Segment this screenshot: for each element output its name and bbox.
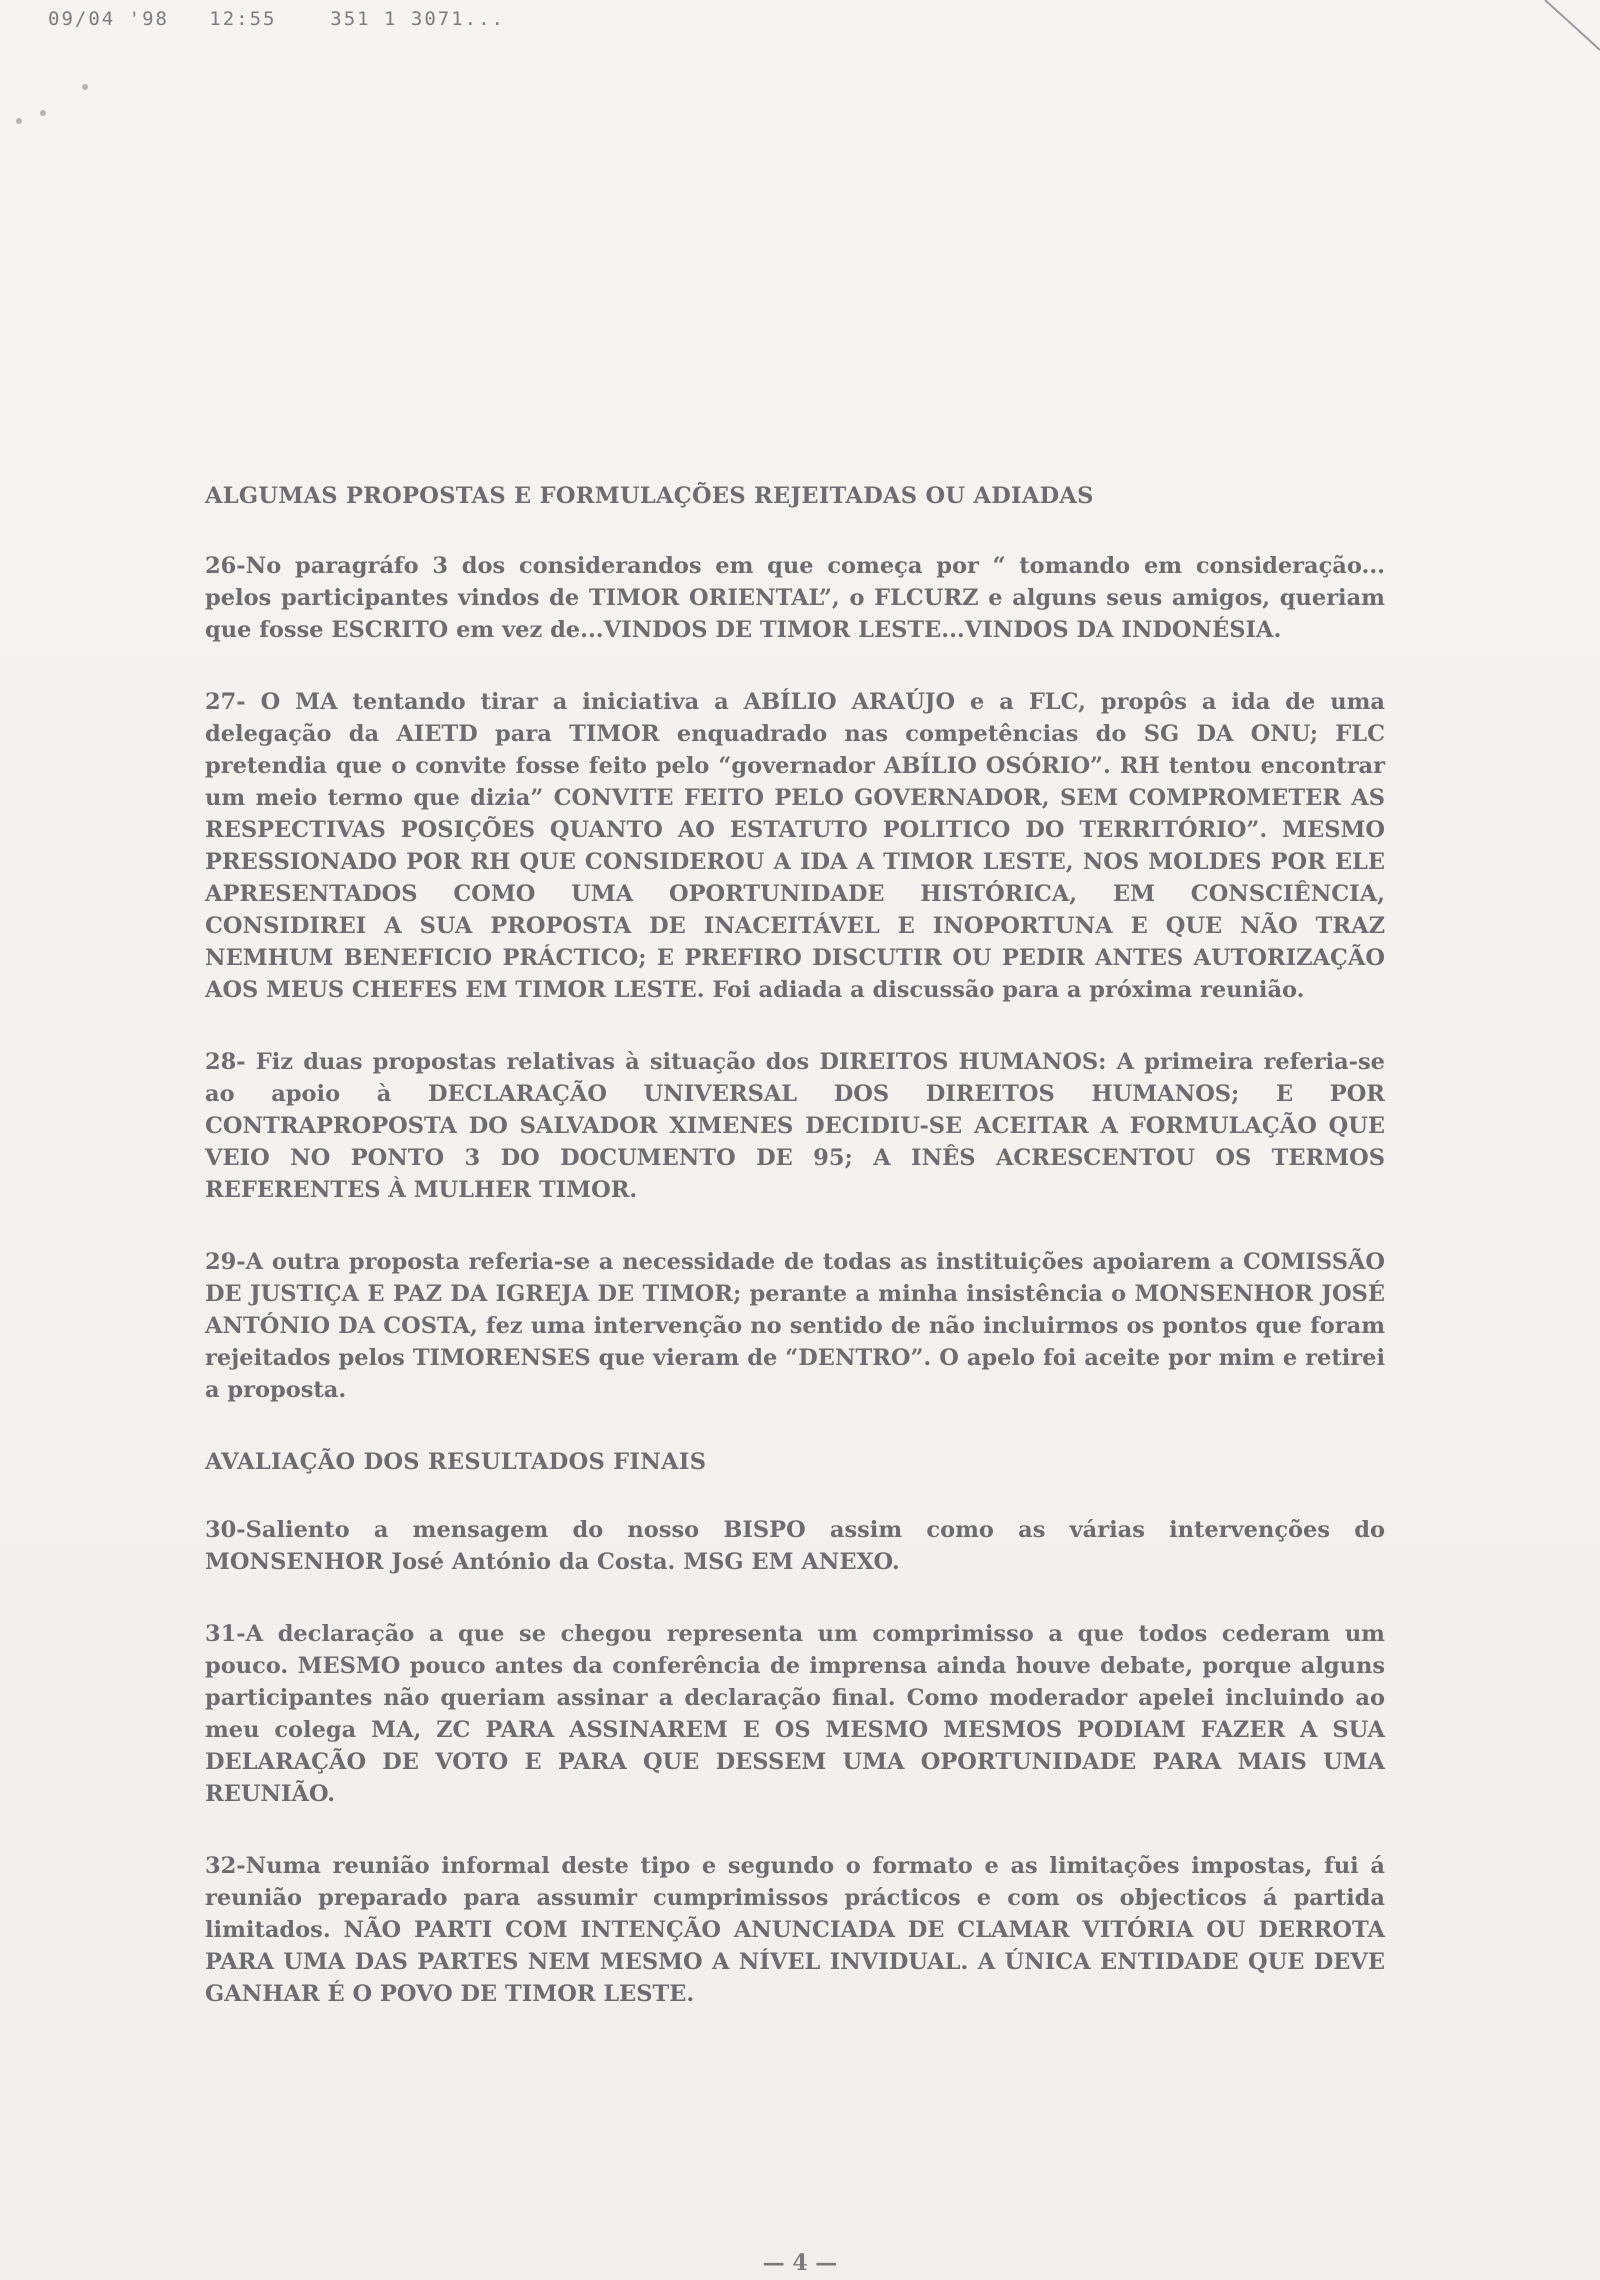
section-heading-rejected-proposals: ALGUMAS PROPOSTAS E FORMULAÇÕES REJEITADAS OU ADIADAS (205, 483, 1094, 509)
paragraph-30: 30-Saliento a mensagem do nosso BISPO assim como as várias intervenções do MONSENHOR José António da Costa. MSG EM ANEXO. (205, 1517, 1385, 1575)
document-body (205, 480, 1385, 2050)
fax-sender: 351 1 3071... (330, 8, 505, 30)
fax-header (48, 8, 505, 30)
page-number: — 4 — (762, 2250, 838, 2276)
paragraph-26: 26-No paragráfo 3 dos considerandos em que começa por “ tomando em consideração... pelos participantes vindos de TIMOR ORIENTAL”, o FLCURZ e alguns seus amigos, queriam que fosse ESCRITO em vez de...VINDOS DE TIMOR LESTE...VINDOS DA INDONÉSIA. (205, 553, 1385, 643)
paragraph-31: 31-A declaração a que se chegou representa um comprimisso a que todos cederam um pouco. MESMO pouco antes da conferência de imprensa ainda houve debate, porque alguns participantes não queriam assinar a declaração final. Como moderador apelei incluindo ao meu colega MA, ZC PARA ASSINAREM E OS MESMO MESMOS PODIAM FAZER A SUA DELARAÇÃO DE VOTO E PARA QUE DESSEM UMA OPORTUNIDADE PARA MAIS UMA REUNIÃO. (205, 1621, 1385, 1807)
speck-mark (40, 110, 46, 116)
speck-mark (16, 118, 22, 124)
speck-mark (82, 84, 88, 90)
page-corner-fold (1520, 0, 1600, 60)
paragraph-29: 29-A outra proposta referia-se a necessidade de todas as instituições apoiarem a COMISSÃO DE JUSTIÇA E PAZ DA IGREJA DE TIMOR; perante a minha insistência o MONSENHOR JOSÉ ANTÓNIO DA COSTA, fez uma intervenção no sentido de não incluirmos os pontos que foram rejeitados pelos TIMORENSES que vieram de “DENTRO”. O apelo foi aceite por mim e retirei a proposta. (205, 1249, 1385, 1403)
fax-time: 12:55 (209, 8, 277, 30)
fax-date: 09/04 '98 (48, 8, 169, 30)
section-heading-final-results: AVALIAÇÃO DOS RESULTADOS FINAIS (205, 1449, 707, 1475)
paragraph-32: 32-Numa reunião informal deste tipo e segundo o formato e as limitações impostas, fui á reunião preparado para assumir cumprimissos prácticos e com os objecticos á partida limitados. NÃO PARTI COM INTENÇÃO ANUNCIADA DE CLAMAR VITÓRIA OU DERROTA PARA UMA DAS PARTES NEM MESMO A NÍVEL INVIDUAL. A ÚNICA ENTIDADE QUE DEVE GANHAR É O POVO DE TIMOR LESTE. (205, 1853, 1385, 2007)
paragraph-27: 27- O MA tentando tirar a iniciativa a ABÍLIO ARAÚJO e a FLC, propôs a ida de uma delegação da AIETD para TIMOR enquadrado nas competências do SG DA ONU; FLC pretendia que o convite fosse feito pelo “governador ABÍLIO OSÓRIO”. RH tentou encontrar um meio termo que dizia” CONVITE FEITO PELO GOVERNADOR, SEM COMPROMETER AS RESPECTIVAS POSIÇÕES QUANTO AO ESTATUTO POLITICO DO TERRITÓRIO”. MESMO PRESSIONADO POR RH QUE CONSIDEROU A IDA A TIMOR LESTE, NOS MOLDES POR ELE APRESENTADOS COMO UMA OPORTUNIDADE HISTÓRICA, EM CONSCIÊNCIA, CONSIDIREI A SUA PROPOSTA DE INACEITÁVEL E INOPORTUNA E QUE NÃO TRAZ NEMHUM BENEFICIO PRÁCTICO; E PREFIRO DISCUTIR OU PEDIR ANTES AUTORIZAÇÃO AOS MEUS CHEFES EM TIMOR LESTE. Foi adiada a discussão para a próxima reunião. (205, 689, 1385, 1003)
paragraph-28: 28- Fiz duas propostas relativas à situação dos DIREITOS HUMANOS: A primeira referia-se ao apoio à DECLARAÇÃO UNIVERSAL DOS DIREITOS HUMANOS; E POR CONTRAPROPOSTA DO SALVADOR XIMENES DECIDIU-SE ACEITAR A FORMULAÇÃO QUE VEIO NO PONTO 3 DO DOCUMENTO DE 95; A INÊS ACRESCENTOU OS TERMOS REFERENTES À MULHER TIMOR. (205, 1049, 1385, 1203)
